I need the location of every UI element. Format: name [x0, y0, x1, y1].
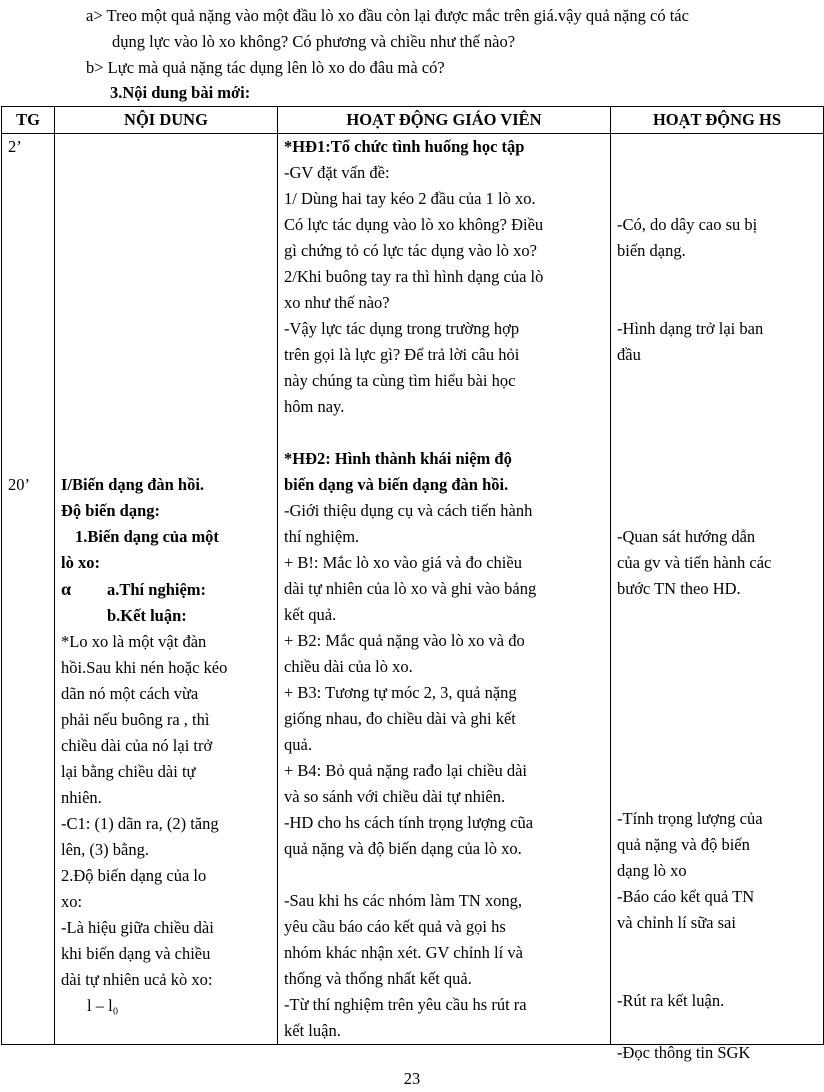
time-cell — [2, 134, 55, 1045]
student-line: quả nặng và độ biến — [617, 835, 750, 854]
table-row — [2, 134, 824, 1045]
teacher-line: quả. — [284, 735, 312, 754]
teacher-line: thí nghiệm. — [284, 527, 360, 546]
content-heading-6: b.Kết luận: — [107, 606, 187, 625]
content-line: -C1: (1) dãn ra, (2) tăng — [61, 814, 219, 833]
student-answer-4 — [617, 806, 763, 884]
student-answer-3 — [617, 524, 771, 602]
header-content: NỘI DUNG — [55, 107, 278, 134]
teacher-line: -Vậy lực tác dụng trong trường hợp — [284, 319, 520, 338]
lesson-table — [1, 106, 824, 1062]
page-number: 23 — [403, 1069, 421, 1088]
teacher-line: chiều dài của lò xo. — [284, 657, 413, 676]
teacher-line: thống và thống nhất kết quả. — [284, 969, 472, 988]
teacher-line: nhóm khác nhận xét. GV chỉnh lí và — [284, 943, 523, 962]
teacher-line: gì chứng tỏ có lực tác dụng vào lò xo? — [284, 241, 537, 260]
teacher-line: kết luận. — [284, 1021, 341, 1040]
content-line: lại bằng chiều dài tự — [61, 762, 196, 781]
student-line: biến dạng. — [617, 241, 686, 260]
teacher-line: -HD cho hs cách tính trọng lượng cũa — [284, 813, 534, 832]
teacher-line: dài tự nhiên của lò xo và ghi vào bảng — [284, 579, 537, 598]
student-line: và chỉnh lí sữa sai — [617, 913, 736, 932]
content-heading-1: I/Biến dạng đàn hồi. — [61, 475, 205, 494]
content-block — [61, 472, 271, 1019]
teacher-line: xo như thế nào? — [284, 293, 390, 312]
teacher-line: + B2: Mắc quả nặng vào lò xo và đo — [284, 631, 525, 650]
activity-2-title-cont: biến dạng và biến dạng đàn hồi. — [284, 475, 509, 494]
student-line: dạng lò xo — [617, 861, 687, 880]
content-line: dài tự nhiên ucả kò xo: — [61, 970, 213, 989]
content-line: lên, (3) bằng. — [61, 840, 149, 859]
question-a-line2: dụng lực vào lò xo không? Có phương và chiều như thế nào? — [112, 32, 516, 51]
teacher-line: 2/Khi buông tay ra thì hình dạng của lò — [284, 267, 544, 286]
teacher-line: + B4: Bỏ quả nặng rađo lại chiều dài — [284, 761, 527, 780]
student-answer-2 — [617, 316, 763, 368]
teacher-line: hôm nay. — [284, 397, 345, 416]
content-heading-5: a.Thí nghiệm: — [107, 580, 207, 599]
teacher-line: -Sau khi hs các nhóm làm TN xong, — [284, 891, 522, 910]
question-a-line1: a> Treo một quả nặng vào một đầu lò xo đầu còn lại được mắc trên giá.vậy quả nặng có tác — [86, 6, 689, 25]
teacher-line: 1/ Dùng hai tay kéo 2 đầu của 1 lò xo. — [284, 189, 536, 208]
teacher-line: này chúng ta cùng tìm hiểu bài học — [284, 371, 516, 390]
table-header-row — [2, 107, 824, 134]
header-teacher: HOẠT ĐỘNG GIÁO VIÊN — [278, 107, 611, 134]
activity-1-title: *HĐ1:Tổ chức tình huống học tập — [284, 137, 525, 156]
teacher-line: -GV đặt vấn đề: — [284, 163, 390, 182]
content-line: chiều dài của nó lại trở — [61, 736, 213, 755]
teacher-line: -Từ thí nghiệm trên yêu cầu hs rút ra — [284, 995, 527, 1014]
content-cell — [55, 134, 278, 1045]
teacher-line: + B!: Mắc lò xo vào giá và đo chiều — [284, 553, 522, 572]
teacher-line: trên gọi là lực gì? Để trả lời câu hỏi — [284, 345, 520, 364]
content-line: -Là hiệu giữa chiều dài — [61, 918, 214, 937]
content-line: khi biến dạng và chiều — [61, 944, 211, 963]
student-line: -Tính trọng lượng của — [617, 809, 763, 828]
content-line: *Lo xo là một vật đàn — [61, 632, 207, 651]
content-line: dãn nó một cách vừa — [61, 684, 199, 703]
content-heading-2: Độ biến dạng: — [61, 501, 161, 520]
content-line: xo: — [61, 892, 83, 911]
student-line: -Có, do dây cao su bị — [617, 215, 758, 234]
teacher-line: giống nhau, đo chiều dài và ghi kết — [284, 709, 516, 728]
alpha-bullet: α — [61, 579, 72, 599]
student-line: -Hình dạng trở lại ban — [617, 319, 764, 338]
student-line: -Quan sát hướng dẫn — [617, 527, 756, 546]
student-line: bước TN theo HD. — [617, 579, 741, 598]
teacher-line: quả nặng và độ biến dạng của lò xo. — [284, 839, 522, 858]
activity-2-title: *HĐ2: Hình thành khái niệm độ — [284, 449, 512, 468]
student-cell — [611, 134, 824, 1062]
time-20: 20’ — [8, 475, 30, 494]
content-line: 2.Độ biến dạng của lo — [61, 866, 207, 885]
header-student: HOẠT ĐỘNG HS — [611, 107, 824, 134]
teacher-line: và so sánh với chiều dài tự nhiên. — [284, 787, 506, 806]
section-title: 3.Nội dung bài mới: — [110, 83, 251, 102]
teacher-line: -Giới thiệu dụng cụ và cách tiến hành — [284, 501, 533, 520]
teacher-line: yêu cầu báo cáo kết quả và gọi hs — [284, 917, 506, 936]
content-line: hồi.Sau khi nén hoặc kéo — [61, 658, 228, 677]
header-tg: TG — [2, 107, 55, 134]
student-answer-6: -Rút ra kết luận. — [617, 991, 725, 1010]
content-line: nhiên. — [61, 788, 102, 807]
teacher-line: + B3: Tương tự móc 2, 3, quả nặng — [284, 683, 517, 702]
student-answer-7: -Đọc thông tin SGK — [617, 1043, 751, 1062]
student-line: -Báo cáo kết quả TN — [617, 887, 755, 906]
student-line: của gv và tiến hành các — [617, 553, 772, 572]
formula: l – l₀ — [87, 996, 119, 1015]
student-answer-5 — [617, 884, 754, 936]
teacher-cell — [278, 134, 611, 1045]
content-line: phải nếu buông ra , thì — [61, 710, 210, 729]
teacher-line: Có lực tác dụng vào lò xo không? Điều — [284, 215, 544, 234]
student-line: đầu — [617, 345, 641, 364]
student-answer-1 — [617, 212, 757, 264]
question-b: b> Lực mà quả nặng tác dụng lên lò xo do đâu mà có? — [86, 58, 445, 77]
content-heading-3: 1.Biến dạng của một — [75, 527, 219, 546]
content-heading-4: lò xo: — [61, 553, 100, 572]
teacher-line: kết quả. — [284, 605, 337, 624]
time-2: 2’ — [8, 137, 22, 156]
